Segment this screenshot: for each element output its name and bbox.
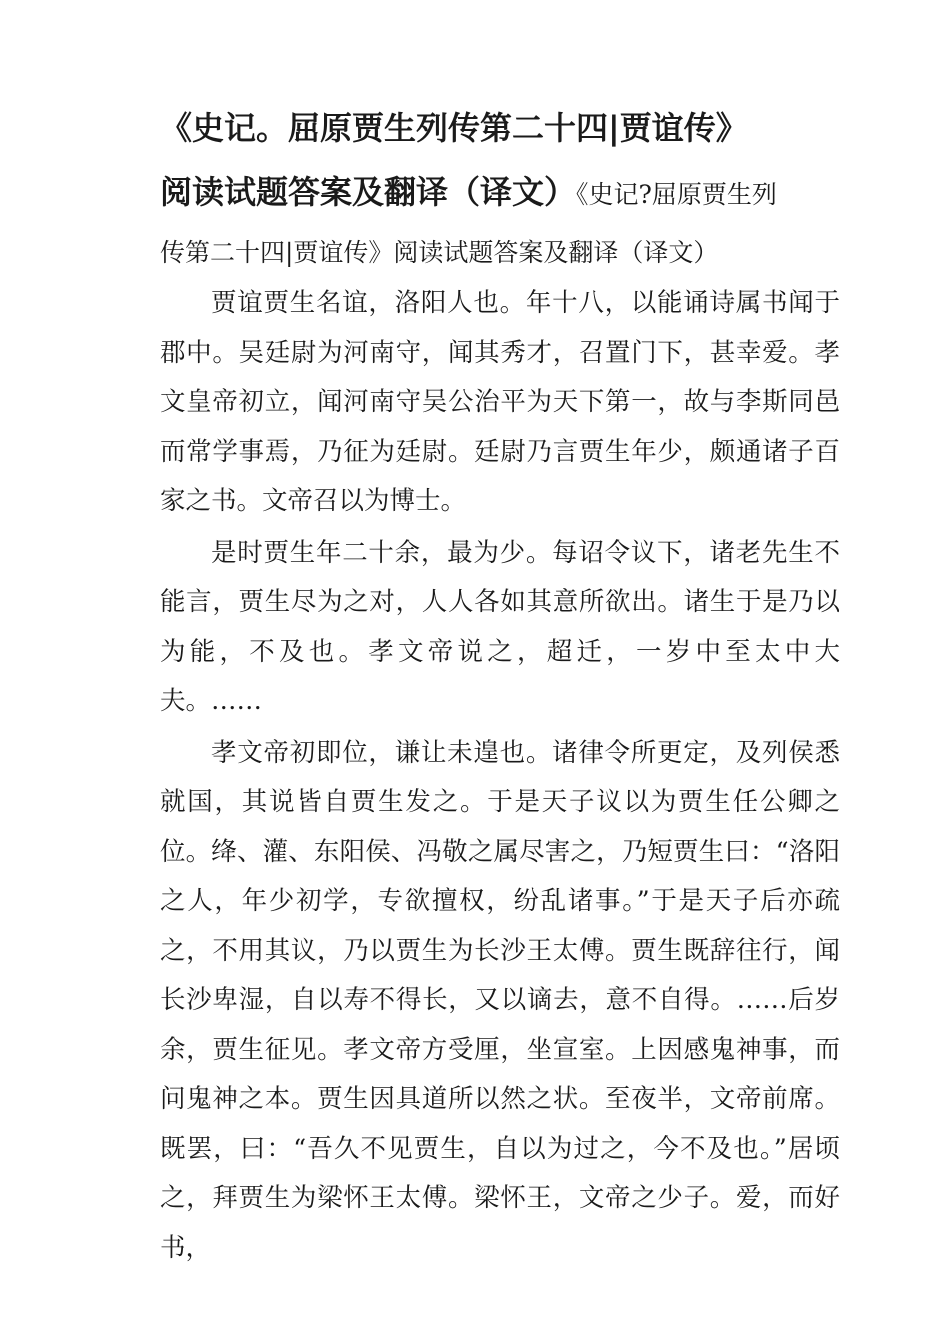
paragraph-3: 孝文帝初即位，谦让未遑也。诸律令所更定，及列侯悉就国，其说皆自贾生发之。于是天子议以为贾生任公卿之位。绛、灌、东阳侯、冯敬之属尽害之，乃短贾生曰：“洛阳之人，年少初学，专欲擅权，纷乱诸事。”于是天子后亦疏之，不用其议，乃以贾生为长沙王太傅。贾生既辞往行，闻长沙卑湿，自以寿不得长，又以谪去，意不自得。……后岁余，贾生征见。孝文帝方受厘，坐宣室。上因感鬼神事，而问鬼神之本。贾生因具道所以然之状。至夜半，文帝前席。既罢，曰：“吾久不见贾生，自以为过之，今不及也。”居顷之，拜贾生为梁怀王太傅。梁怀王，文帝之少子。爱，而好书， <box>160 737 840 1263</box>
subtitle-part-b: 传第二十四|贾谊传》阅读试题答案及翻译（译文） <box>160 238 719 267</box>
paragraph-2: 是时贾生年二十余，最为少。每诏令议下，诸老先生不能言，贾生尽为之对，人人各如其意所欲出。诸生于是乃以为能，不及也。孝文帝说之，超迁，一岁中至太中大夫。…… <box>160 537 840 716</box>
document-page <box>160 96 840 1273</box>
subtitle-part-a: 《史记?屈原贾生列 <box>576 180 777 209</box>
document-title <box>160 96 840 227</box>
title-line-1: 《史记。屈原贾生列传第二十四|贾谊传》 <box>160 109 748 147</box>
paragraph-1: 贾谊贾生名谊，洛阳人也。年十八，以能诵诗属书闻于郡中。吴廷尉为河南守，闻其秀才，召置门下，甚幸爱。孝文皇帝初立，闻河南守吴公治平为天下第一，故与李斯同邑而常学事焉，乃征为廷尉。廷尉乃言贾生年少，颇通诸子百家之书。文帝召以为博士。 <box>160 288 840 516</box>
title-line-2: 阅读试题答案及翻译（译文） <box>160 173 577 211</box>
